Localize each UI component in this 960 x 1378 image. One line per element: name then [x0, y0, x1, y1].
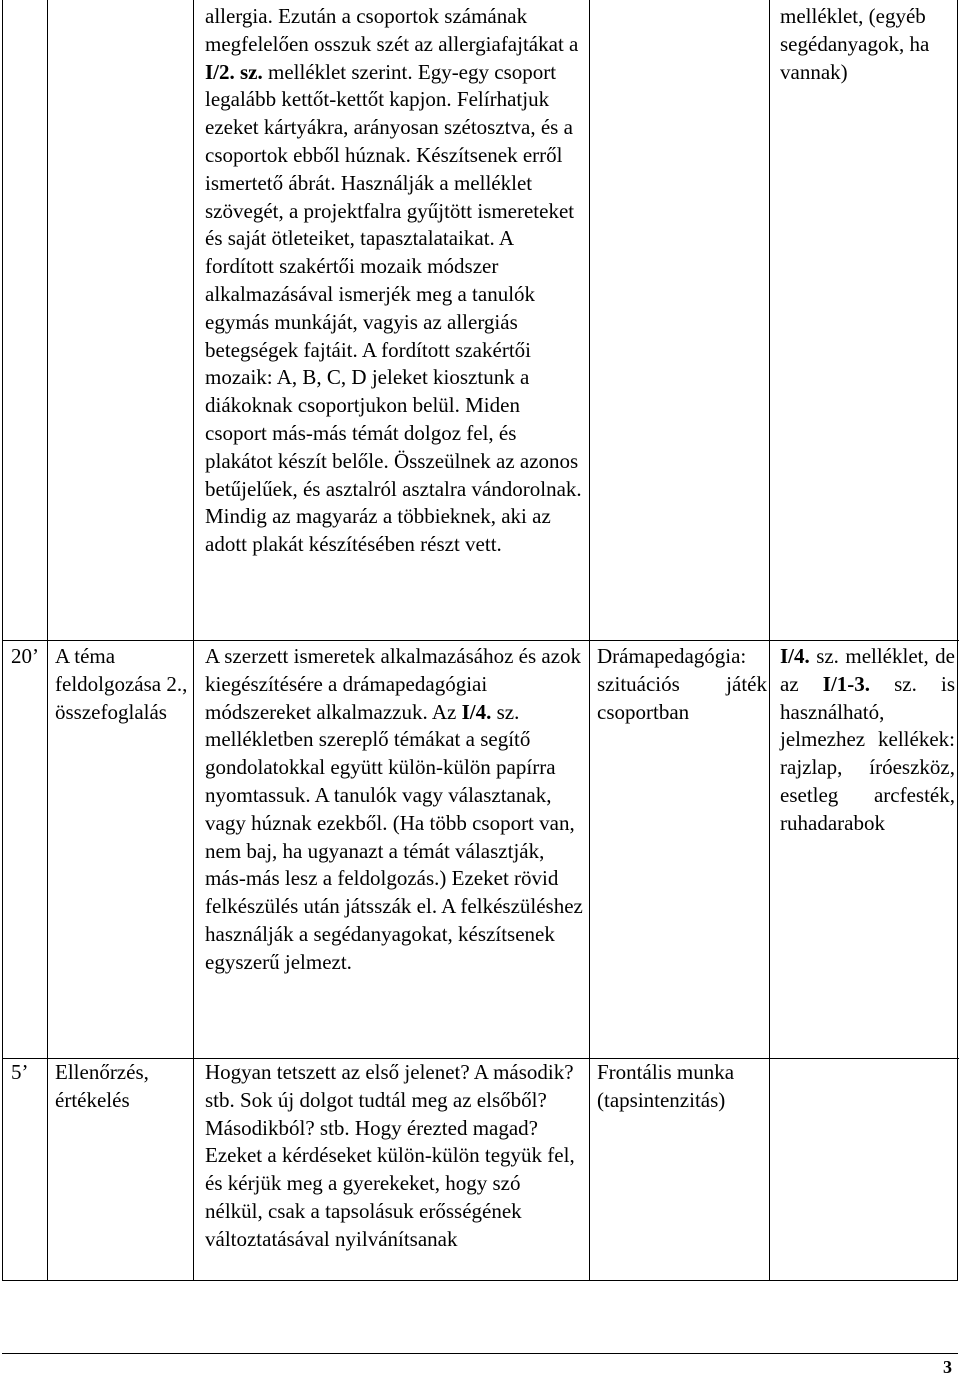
page-number: 3 — [943, 1357, 952, 1377]
lesson-plan-table — [2, 0, 958, 1281]
footer-rule — [2, 1353, 958, 1354]
row-divider — [3, 640, 959, 641]
time-cell: 5’ — [11, 1060, 29, 1084]
method-cell: Drámapedagógia: szituációs játék csoportban — [597, 644, 767, 724]
activity-cell: A szerzett ismeretek alkalmazásához és azok kiegészítésére a drámapedagógiai módszereket alkalmazzuk. Az I/4. sz. mellékletben szereplő témákat a segítő gondolatokkal együtt külön-külön papírra nyomtassuk. A tanulók vagy választanak, vagy húznak ezekből. (Ha több csoport van, nem baj, ha ugyanazt a témát választják, más-más lesz a feldolgozás.) Ezeket rövid felkészülés után játsszák el. A felkészüléshez használják a segédanyagokat, készítsenek egyszerű jelmezt. — [205, 644, 583, 974]
materials-cell: I/4. sz. melléklet, de az I/1-3. sz. is használható, jelmezhez kellékek: rajzlap, íróeszköz, esetleg arcfesték, ruhadarabok — [780, 644, 955, 835]
method-cell: Frontális munka (tapsintenzitás) — [597, 1060, 735, 1112]
topic-cell: A téma feldolgozása 2., összefoglalás — [55, 644, 188, 724]
topic-cell: Ellenőrzés, értékelés — [55, 1060, 149, 1112]
activity-cell: Hogyan tetszett az első jelenet? A második? stb. Sok új dolgot tudtál meg az elsőből? Másodikból? stb. Hogy érezted magad? Ezeket a kérdéseket külön-külön tegyük fel, és kérjük meg a gyerekeket, hogy szó nélkül, csak a tapsolásuk erősségének változtatásával nyilvánítsanak — [205, 1060, 575, 1251]
activity-cell: allergia. Ezután a csoportok számának megfelelően osszuk szét az allergiafajtákat a I/2. sz. melléklet szerint. Egy-egy csoport legalább kettőt-kettőt kapjon. Felírhatjuk ezeket kártyákra, arányosan szétosztva, és a csoportok ebből húznak. Készítsenek erről ismertető ábrát. Használják a melléklet szövegét, a projektfalra gyűjtött ismereteket és saját ötleteiket, tapasztalataikat. A fordított szakértői mozaik módszer alkalmazásával ismerjék meg a tanulók egymás munkáját, vagyis az allergiás betegségek fajtáit. A fordított szakértői mozaik: A, B, C, D jeleket kiosztunk a diákoknak csoportjukon belül. Miden csoport más-más témát dolgoz fel, és plakátot készít belőle. Összeülnek az azonos betűjelűek, és asztalról asztalra vándorolnak. Mindig az magyaráz a többieknek, aki az adott plakát készítésében részt vett. — [205, 4, 582, 557]
time-cell: 20’ — [11, 644, 39, 668]
materials-cell: melléklet, (egyéb segédanyagok, ha vannak) — [780, 4, 930, 84]
